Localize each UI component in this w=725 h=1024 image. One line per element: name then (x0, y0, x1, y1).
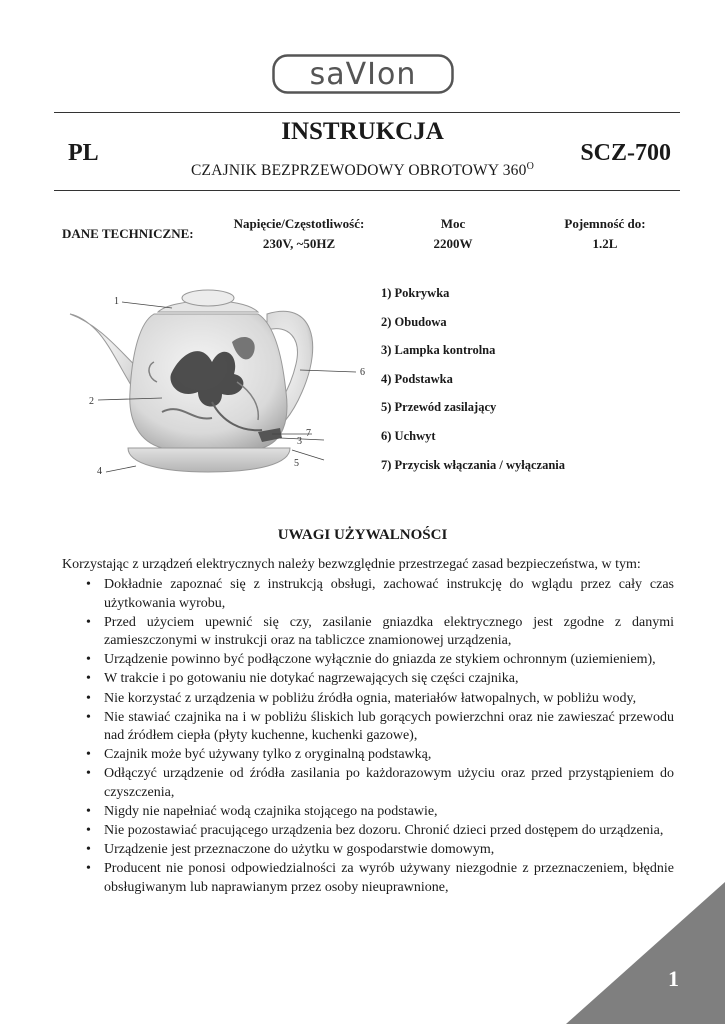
usage-heading: UWAGI UŻYWALNOŚCI (277, 527, 448, 543)
callout-7: 7 (306, 428, 311, 439)
bullet-icon: • (86, 690, 91, 706)
kettle-base (128, 448, 290, 472)
brand-text: saVIon (309, 57, 417, 92)
degree-mark: O (526, 161, 534, 172)
page-number: 1 (668, 966, 679, 991)
bullet-icon: • (86, 842, 91, 858)
tech-power (413, 214, 493, 254)
callout-3: 3 (297, 436, 302, 447)
usage-bullet (62, 803, 674, 822)
usage-bullet-text: Nigdy nie napełniać wodą czajnika stojącego na podstawie, (104, 804, 438, 820)
callout-6: 6 (360, 367, 365, 378)
parts-list-item: 3) Lampka kontrolna (381, 343, 496, 358)
subtitle-text: CZAJNIK BEZPRZEWODOWY OBROTOWY 360 (191, 162, 527, 180)
bullet-icon: • (86, 614, 91, 630)
bullet-icon: • (86, 804, 91, 820)
callout-5: 5 (294, 458, 299, 469)
usage-bullet (62, 746, 674, 765)
usage-bullet (62, 709, 674, 746)
parts-list-item: 1) Pokrywka (381, 286, 450, 300)
usage-bullet (62, 690, 674, 709)
usage-intro: Korzystając z urządzeń elektrycznych należy bezwzględnie przestrzegać zasad bezpieczeństwa, w tym: (62, 557, 641, 572)
parts-list-item: 6) Uchwyt (381, 428, 436, 443)
parts-list (381, 286, 565, 486)
header-rule-bottom (54, 190, 680, 191)
model-number: SCZ-700 (580, 140, 671, 166)
tech-capacity (545, 214, 665, 254)
usage-bullet (62, 576, 674, 613)
usage-bullet-text: Przed użyciem upewnić się czy, zasilanie gniazdka elektrycznego jest zgodne z danymi zamieszczonymi w instrukcji oraz na tabliczce znamionowej urządzenia, (104, 614, 674, 649)
kettle-diagram (62, 282, 372, 482)
usage-bullet-text: Producent nie ponosi odpowiedzialności za wyrób używany niezgodnie z przeznaczeniem, błędnie obsługiwanym lub naprawianym przez osoby nieuprawnione, (104, 861, 674, 895)
bullet-icon: • (86, 823, 91, 839)
bullet-icon: • (86, 747, 91, 763)
kettle-spout (70, 314, 140, 400)
usage-bullet-text: Nie pozostawiać pracującego urządzenia bez dozoru. Chronić dzieci przed dostępem do urządzenia, (104, 823, 664, 839)
header-rule-top (54, 112, 680, 113)
bullet-icon: • (86, 671, 91, 687)
bullet-icon: • (86, 861, 91, 877)
tech-power-head: Moc (440, 216, 466, 231)
parts-list-item: 5) Przewód zasilający (381, 400, 497, 415)
savion-logo (272, 54, 454, 94)
usage-bullet (62, 765, 674, 802)
usage-bullet-text: Nie korzystać z urządzenia w pobliżu źródła ognia, materiałów łatwopalnych, w pobliżu wody, (104, 690, 637, 706)
parts-list-item: 4) Podstawka (381, 371, 453, 386)
tech-data-label: DANE TECHNICZNE: (62, 226, 194, 241)
tech-capacity-head: Pojemność do: (564, 216, 646, 231)
usage-bullet-text: Czajnik może być używany tylko z oryginalną podstawką, (104, 747, 432, 763)
usage-bullet-text: Urządzenie powinno być podłączone wyłącznie do gniazda ze stykiem ochronnym (uziemieniem), (104, 652, 656, 668)
language-code: PL (68, 140, 99, 166)
usage-bullet (62, 841, 674, 860)
usage-bullet (62, 614, 674, 651)
parts-list-item: 7) Przycisk włączania / wyłączania (381, 457, 565, 472)
page-corner (566, 882, 725, 1024)
page-title: INSTRUKCJA (281, 118, 444, 145)
usage-bullet-text: W trakcie i po gotowaniu nie dotykać nagrzewających się części czajnika, (104, 671, 519, 687)
bullet-icon: • (86, 709, 91, 725)
bullet-icon: • (86, 652, 91, 668)
tech-voltage (224, 214, 374, 254)
usage-bullets (62, 576, 674, 898)
kettle-lid-knob (182, 290, 234, 306)
tech-voltage-head: Napięcie/Częstotliwość: (233, 216, 365, 231)
bullet-icon: • (86, 766, 91, 782)
usage-bullet-text: Odłączyć urządzenie od źródła zasilania po każdorazowym użyciu oraz przed przystąpieniem do czyszczenia, (104, 766, 674, 801)
tech-power-value: 2200W (433, 236, 473, 251)
tech-voltage-value: 230V, ~50HZ (262, 236, 336, 251)
bullet-icon: • (86, 577, 91, 592)
usage-bullet-text: Dokładnie zapoznać się z instrukcją obsługi, zachować instrukcję do wglądu przez cały czas użytkowania wyrobu, (104, 577, 674, 611)
usage-bullet (62, 670, 674, 689)
usage-bullet (62, 822, 674, 841)
parts-list-item: 2) Obudowa (381, 314, 447, 329)
callout-4: 4 (97, 466, 102, 477)
usage-bullet (62, 651, 674, 670)
usage-bullet-text: Urządzenie jest przeznaczone do użytku w gospodarstwie domowym, (104, 842, 495, 858)
tech-capacity-value: 1.2L (592, 236, 618, 251)
callout-1: 1 (114, 296, 119, 307)
usage-bullet-text: Nie stawiać czajnika na i w pobliżu śliskich lub gorących powierzchni oraz nie zawieszać przewodu nad źródłem ciepła (płyty kuchenne, kuchenki gazowe), (104, 709, 674, 744)
callout-2: 2 (89, 396, 94, 407)
